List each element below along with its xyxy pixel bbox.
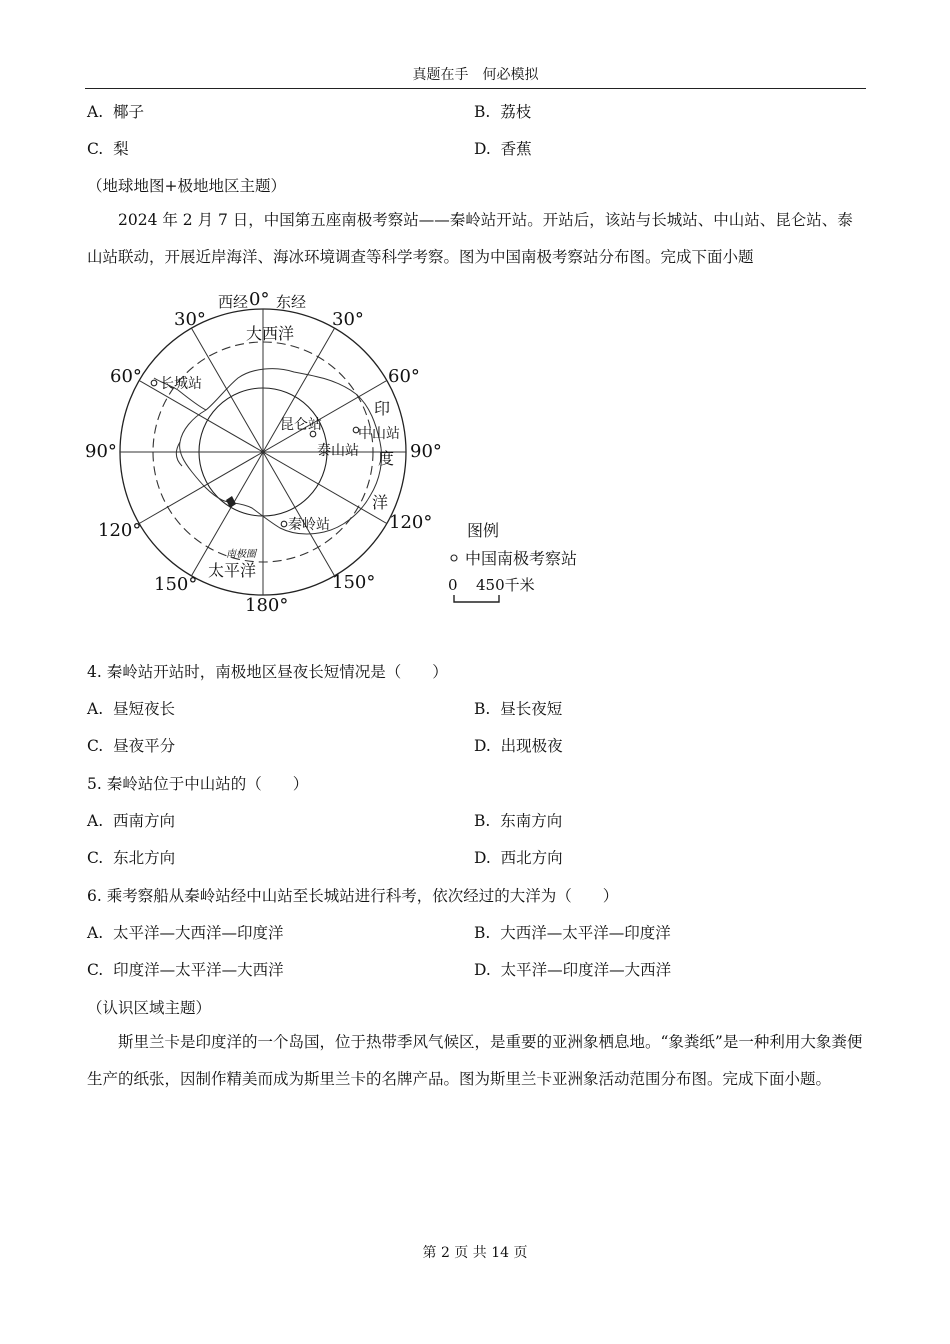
deg-60-east: 60°: [388, 366, 420, 387]
deg-120-west: 120°: [98, 520, 142, 541]
question-4-stem: 4. 秦岭站开站时，南极地区昼夜长短情况是（ ）: [87, 663, 448, 681]
west-longitude-label: 西经: [218, 293, 249, 311]
q5-option-b[interactable]: B. 东南方向: [474, 812, 563, 830]
q6-option-c[interactable]: C. 印度洋—太平洋—大西洋: [87, 961, 284, 979]
legend-station-symbol: [451, 555, 457, 561]
q6-option-a[interactable]: A. 太平洋—大西洋—印度洋: [87, 924, 284, 942]
header-title: 真题在手 何必模拟: [412, 67, 539, 83]
scale-value: 450千米: [476, 576, 535, 594]
map-legend: [448, 521, 577, 602]
page-footer: 第 2 页 共 14 页: [422, 1245, 528, 1261]
deg-150-west: 150°: [154, 574, 198, 595]
q5-option-d[interactable]: D. 西北方向: [474, 849, 563, 867]
option-c[interactable]: C. 梨: [87, 140, 129, 158]
qinling-station-dot: [281, 521, 287, 527]
section-2-intro: 斯里兰卡是印度洋的一个岛国，位于热带季风气候区，是重要的亚洲象栖息地。“象粪纸”是一种利用大象粪便生产的纸张，因制作精美而成为斯里兰卡的名牌产品。图为斯里兰卡亚洲象活动范围分布图。完成下面小题。: [87, 1033, 863, 1088]
q4-option-c[interactable]: C. 昼夜平分: [87, 737, 176, 755]
section-2-topic: （认识区域主题）: [87, 999, 212, 1017]
section-topic: （地球地图+极地地区主题）: [87, 177, 286, 195]
indian-ocean-label-1: 印: [374, 399, 391, 418]
indian-ocean-label-2: 度: [378, 449, 395, 468]
indian-ocean-label-3: 洋: [372, 493, 389, 512]
deg-90-west: 90°: [85, 441, 117, 462]
page-header: [85, 64, 866, 89]
q5-option-a[interactable]: A. 西南方向: [87, 812, 175, 830]
q6-option-b[interactable]: B. 大西洋—太平洋—印度洋: [474, 924, 671, 942]
changcheng-station-dot: [151, 380, 157, 386]
deg-30-east: 30°: [332, 309, 364, 330]
section-intro: 2024 年 2 月 7 日，中国第五座南极考察站——秦岭站开站。开站后，该站与长城站、中山站、昆仑站、泰山站联动，开展近岸海洋、海冰环境调查等科学考察。图为中国南极考察站分布图。完成下面小题: [87, 211, 853, 266]
question-5-stem: 5. 秦岭站位于中山站的（ ）: [87, 775, 309, 793]
legend-title: 图例: [467, 521, 500, 540]
q5-option-c[interactable]: C. 东北方向: [87, 849, 176, 867]
q4-option-b[interactable]: B. 昼长夜短: [474, 700, 563, 718]
deg-90-east: 90°: [410, 441, 442, 462]
kunlun-station-label: 昆仑站: [280, 417, 322, 433]
option-d[interactable]: D. 香蕉: [474, 140, 532, 158]
pacific-ocean-label: 太平洋: [208, 561, 257, 580]
antarctica-station-map: [80, 282, 600, 622]
antarctic-circle-label: 南极圈: [226, 549, 256, 560]
zhongshan-station-label: 中山站: [358, 426, 400, 442]
deg-180: 180°: [245, 595, 289, 616]
option-a[interactable]: A. 椰子: [87, 103, 144, 121]
scale-bar: [454, 595, 499, 602]
q6-option-d[interactable]: D. 太平洋—印度洋—大西洋: [474, 961, 672, 979]
question-6-stem: 6. 乘考察船从秦岭站经中山站至长城站进行科考，依次经过的大洋为（ ）: [87, 887, 619, 905]
option-b[interactable]: B. 荔枝: [474, 103, 532, 121]
ice-shelf-mark: [226, 496, 236, 508]
deg-150-east: 150°: [332, 572, 376, 593]
legend-station-label: 中国南极考察站: [465, 549, 578, 568]
changcheng-station-label: 长城站: [160, 376, 202, 392]
q4-option-d[interactable]: D. 出现极夜: [474, 737, 563, 755]
meridian-lines: [120, 309, 406, 595]
taishan-station-label: 泰山站: [317, 443, 359, 459]
east-longitude-label: 东经: [276, 293, 307, 311]
deg-30-west: 30°: [174, 309, 206, 330]
deg-60-west: 60°: [110, 366, 142, 387]
q4-option-a[interactable]: A. 昼短夜长: [87, 700, 175, 718]
zero-degree-label: 0°: [249, 289, 270, 310]
scale-zero: 0: [448, 576, 458, 594]
deg-120-east: 120°: [389, 512, 433, 533]
qinling-station-label: 秦岭站: [288, 517, 330, 533]
atlantic-ocean-label: 大西洋: [246, 324, 295, 343]
